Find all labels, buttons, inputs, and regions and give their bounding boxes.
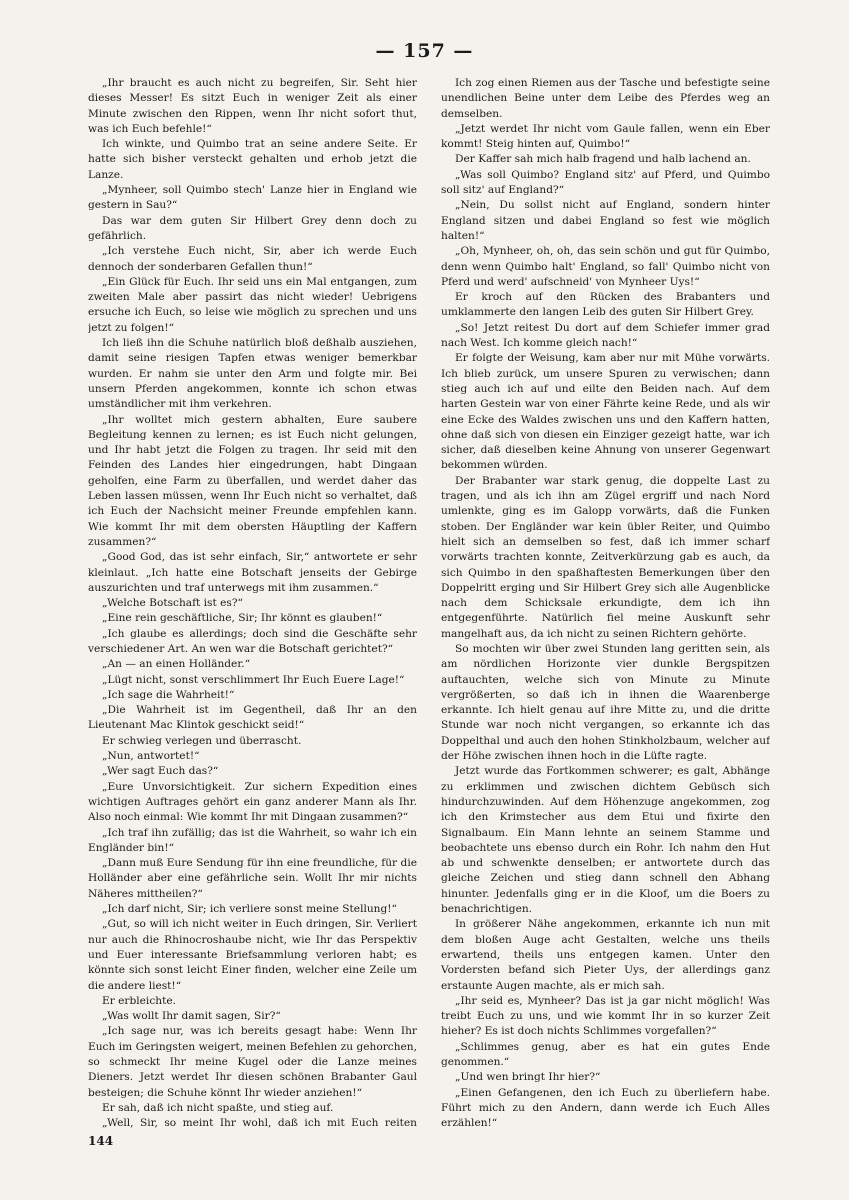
paragraph: „Good God, das ist sehr einfach, Sir,“ antwortete er sehr kleinlaut. „Ich hatte eine Botschaft jenseits der Gebirge auszurichten und traf unterwegs mit ihm zusammen.“ xyxy=(88,551,417,594)
paragraph: „Was wollt Ihr damit sagen, Sir?“ xyxy=(102,1010,281,1023)
page-header: — 157 — xyxy=(375,40,474,62)
paragraph: Er sah, daß ich nicht spaßte, und stieg auf. xyxy=(102,1101,334,1114)
paragraph: „Wer sagt Euch das?“ xyxy=(102,765,219,778)
paragraph: „Schlimmes genug, aber es hat ein gutes Ende genommen.“ xyxy=(441,1040,770,1068)
paragraph: „Mynheer, soll Quimbo stech' Lanze hier in England wie gestern in Sau?“ xyxy=(88,184,417,212)
paragraph: „Welche Botschaft ist es?“ xyxy=(102,597,243,610)
paragraph: „Ich verstehe Euch nicht, Sir, aber ich werde Euch dennoch der sonderbaren Gefallen thun!“ xyxy=(88,245,417,273)
paragraph: „Jetzt werdet Ihr nicht vom Gaule fallen, wenn ein Eber kommt! Steig hinten auf, Quimbo!“ xyxy=(441,122,770,151)
paragraph: „An — an einen Holländer.“ xyxy=(102,658,251,671)
paragraph: „Nun, antwortet!“ xyxy=(102,750,200,763)
paragraph: „Nein, Du sollst nicht auf England, sondern hinter England sitzen und dabei England so fest wie möglich halten!“ xyxy=(441,199,770,242)
paragraph: „Und wen bringt Ihr hier?“ xyxy=(455,1071,601,1084)
paragraph: „Ihr braucht es auch nicht zu begreifen, Sir. Seht hier dieses Messer! Es sitzt Euch in weniger Zeit als einer Minute zwischen den Rippen, wenn Ihr nicht sofort thut, was ich Euch befehle!“ xyxy=(88,77,417,135)
paragraph: „Ihr seid es, Mynheer? Das ist ja gar nicht möglich! Was treibt Euch zu uns, und wie kommt Ihr in so kurzer Zeit hieher? Es ist doch nichts Schlimmes vorgefallen?“ xyxy=(441,994,770,1038)
paragraph: „Lügt nicht, sonst verschlimmert Ihr Euch Euere Lage!“ xyxy=(102,673,405,686)
paragraph: Er folgte der Weisung, kam aber nur mit Mühe vorwärts. Ich blieb zurück, um unsere Spuren zu verwischen; dann stieg auch ich auf und eilte den Beiden nach. Auf dem harten Gestein war von einer Fährte keine Rede, und als wir eine Ecke des Waldes zwischen uns und den Kaffern hatten, ohne daß sich von diesen ein Einziger gezeigt hatte, war ich sicher, daß dieselben keine Ahnung von unserer Gegenwart bekommen würden. xyxy=(441,352,770,472)
paragraph: „Ich sage die Wahrheit!“ xyxy=(102,688,235,701)
paragraph: „Well, Sir, so meint Ihr wohl, daß ich mit Euch reiten xyxy=(102,1117,417,1128)
paragraph: Der Kaffer sah mich halb fragend und halb lachend an. xyxy=(455,153,751,166)
paragraph: „Dann muß Eure Sendung für ihn eine freundliche, für die Holländer aber eine gefährliche sein. Wollt Ihr mir nichts Näheres mittheilen?“ xyxy=(88,857,417,900)
paragraph: „Was soll Quimbo? England sitz' auf Pferd, und Quimbo soll sitz' auf England?“ xyxy=(441,168,770,197)
paragraph: In größerer Nähe angekommen, erkannte ich nun mit dem bloßen Auge acht Gestalten, welche uns theils erwartend, theils uns entgegen kamen. Unter den Vordersten befand sich Pieter Uys, der allerdings ganz erstaunte Augen machte, als er mich sah. xyxy=(441,918,770,992)
paragraph: Er kroch auf den Rücken des Brabanters und umklammerte den langen Leib des guten Sir Hilbert Grey. xyxy=(441,291,770,319)
paragraph: Er schwieg verlegen und überrascht. xyxy=(102,734,302,747)
paragraph: „Ich darf nicht, Sir; ich verliere sonst meine Stellung!“ xyxy=(102,903,397,916)
paragraph: „Die Wahrheit ist im Gegentheil, daß Ihr an den Lieutenant Mac Klintok geschickt seid!“ xyxy=(88,704,417,732)
paragraph: „Einen Gefangenen, den ich Euch zu überliefern habe. Führt mich zu den Andern, dann werde ich Euch Alles erzählen!“ xyxy=(441,1086,770,1128)
paragraph: Ich winkte, und Quimbo trat an seine andere Seite. Er hatte sich bisher versteckt gehalten und erhob jetzt die Lanze. xyxy=(88,138,417,181)
left-column xyxy=(88,76,417,1128)
paragraph: „Gut, so will ich nicht weiter in Euch dringen, Sir. Verliert nur auch die Rhinocroshaube nicht, wie Ihr das Perspektiv und Euer interessante Briefsammlung verloren habt; es könnte sich sonst leicht Einer finden, welcher eine Zeile um die andere liest!“ xyxy=(88,918,417,992)
paragraph: So mochten wir über zwei Stunden lang geritten sein, als am nördlichen Horizonte vier dunkle Bergspitzen auftauchten, welche sich von Minute zu Minute vergrößerten, so daß ich in ihnen die Waarenberge erkannte. Ich hielt genau auf ihre Mitte zu, und die dritte Stunde war noch nicht vergangen, so erkannte ich das Doppelthal und auch den hohen Stinkholzbaum, welcher auf der Höhe zwischen ihnen hoch in die Lüfte ragte. xyxy=(441,642,770,763)
folio-number: 144 xyxy=(88,1134,114,1148)
two-column-text xyxy=(88,76,770,1128)
paragraph: „Ich glaube es allerdings; doch sind die Geschäfte sehr verschiedener Art. An wen war die Botschaft gerichtet?“ xyxy=(88,627,417,655)
paragraph: „Oh, Mynheer, oh, oh, das sein schön und gut für Quimbo, denn wenn Quimbo halt' England, so fall' Quimbo nicht von Pferd und werd' aufschneid' von Mynheer Uys!“ xyxy=(441,245,770,288)
paragraph: Ich ließ ihn die Schuhe natürlich bloß deßhalb ausziehen, damit seine riesigen Tapfen etwas weniger bemerkbar wurden. Er nahm sie unter den Arm und folgte mir. Bei unsern Pferden angekommen, konnte ich schon etwas umständlicher mit ihm verkehren. xyxy=(88,337,417,411)
paragraph: „Ich traf ihn zufällig; das ist die Wahrheit, so wahr ich ein Engländer bin!“ xyxy=(88,826,417,854)
paragraph: „Ein Glück für Euch. Ihr seid uns ein Mal entgangen, zum zweiten Male aber passirt das nicht wieder! Uebrigens ersuche ich Euch, so leise wie möglich zu sprechen und uns jetzt zu folgen!“ xyxy=(88,275,417,334)
paragraph: „So! Jetzt reitest Du dort auf dem Schiefer immer grad nach West. Ich komme gleich nach!“ xyxy=(441,321,770,350)
paragraph: Er erbleichte. xyxy=(102,994,176,1007)
paragraph: „Eine rein geschäftliche, Sir; Ihr könnt es glauben!“ xyxy=(102,612,383,625)
paragraph: „Ihr wolltet mich gestern abhalten, Eure saubere Begleitung kennen zu lernen; es ist Euch nicht gelungen, und Ihr habt jetzt die Folgen zu tragen. Ihr seid mit den Feinden des Landes hier eingedrungen, habt Dingaan geholfen, eine Farm zu überfallen, und werdet daher das Leben lassen müssen, wenn Ihr Euch nicht so verhaltet, daß ich Euch der Nachsicht meiner Freunde empfehlen kann. Wie kommt Ihr mit dem obersten Häuptling der Kaffern zusammen?“ xyxy=(88,413,417,548)
right-column xyxy=(441,76,770,1128)
paragraph: „Eure Unvorsichtigkeit. Zur sichern Expedition eines wichtigen Auftrages gehört ein ganz anderer Mann als Ihr. Also noch einmal: Wie kommt Ihr mit Dingaan zusammen?“ xyxy=(88,780,417,824)
paragraph: Der Brabanter war stark genug, die doppelte Last zu tragen, und als ich ihn am Zügel ergriff und nach Nord umlenkte, ging es im Galopp vorwärts, daß die Funken stoben. Der Engländer war kein übler Reiter, und Quimbo hielt sich an demselben so fest, daß ich immer scharf vorwärts trachten konnte, Zeitverkürzung gab es auch, da sich Quimbo in den spaßhaftesten Bemerkungen über den Doppelritt erging und Sir Hilbert Grey sich alle Augenblicke nach dem Schicksale erkundigte, dem ich ihn entgegenführte. Natürlich fiel meine Auskunft sehr mangelhaft aus, da ich nicht zu seinen Richtern gehörte. xyxy=(441,474,770,640)
paragraph: Ich zog einen Riemen aus der Tasche und befestigte seine unendlichen Beine unter dem Leibe des Pferdes weg an demselben. xyxy=(441,77,770,120)
paragraph: Jetzt wurde das Fortkommen schwerer; es galt, Abhänge zu erklimmen und zwischen dichtem Gebüsch sich hindurchzuwinden. Auf dem Höhenzuge angekommen, zog ich den Krimstecher aus dem Etui und fixirte den Signalbaum. Ein Mann lehnte an seinem Stamme und beobachtete uns ebenso durch ein Rohr. Ich nahm den Hut ab und schwenkte denselben; er antwortete durch das gleiche Zeichen und stieg dann schnell den Abhang hinunter. Jedenfalls ging er in die Kloof, um die Boers zu benachrichtigen. xyxy=(441,765,770,916)
paragraph: Das war dem guten Sir Hilbert Grey denn doch zu gefährlich. xyxy=(88,214,417,242)
paragraph: „Ich sage nur, was ich bereits gesagt habe: Wenn Ihr Euch im Geringsten weigert, meinen Befehlen zu gehorchen, so schmeckt Ihr meine Kugel oder die Lanze meines Dieners. Jetzt werdet Ihr diesen schönen Brabanter Gaul besteigen; die Schuhe könnt Ihr wieder anziehen!“ xyxy=(88,1025,417,1099)
